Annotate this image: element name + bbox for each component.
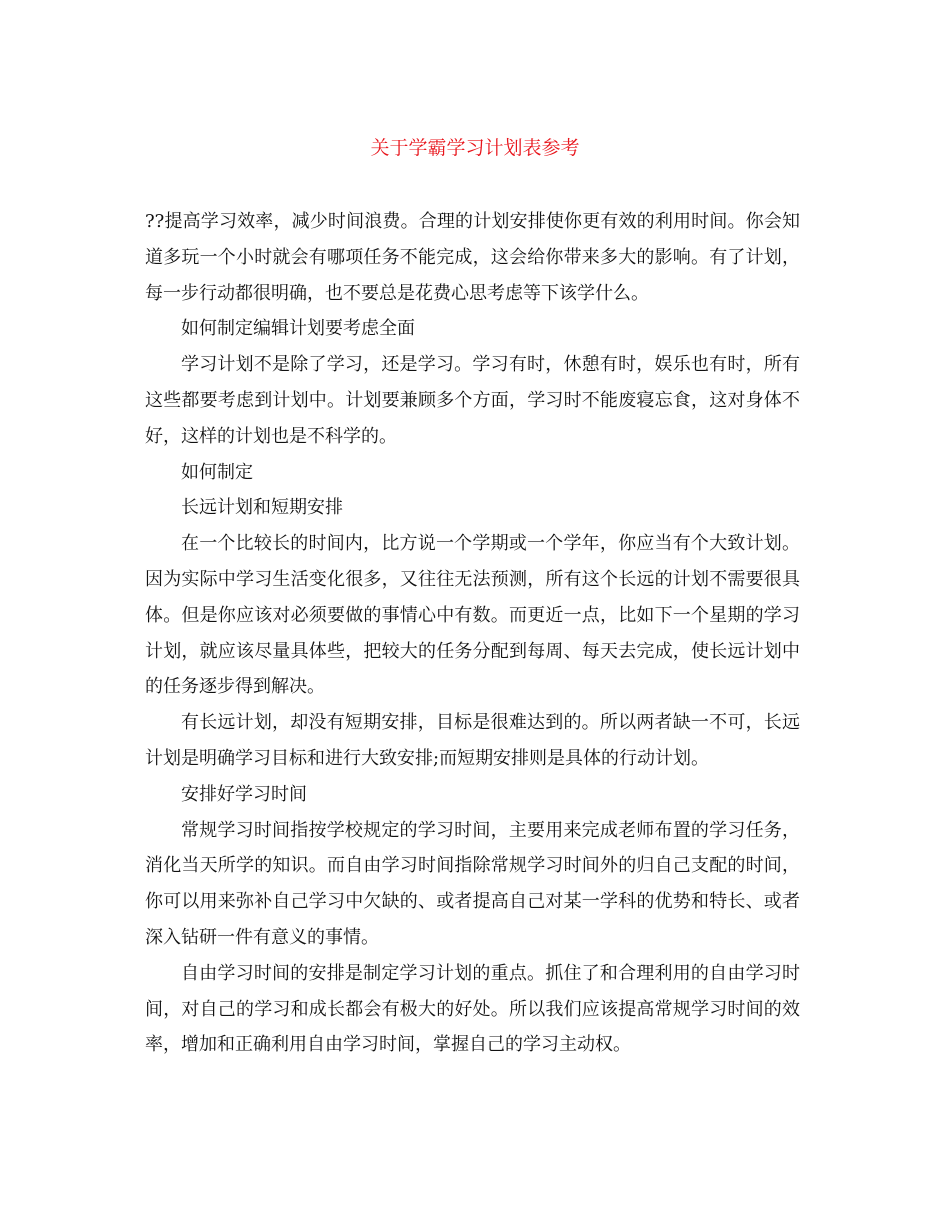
section-heading-long-short: 长远计划和短期安排 [181,497,343,519]
paragraph-short-term: 有长远计划，却没有短期安排，目标是很难达到的。所以两者缺一不可，长远计划是明确学习目标和进行大致安排;而短期安排则是具体的行动计划。 [145,712,800,769]
section-heading-study-time: 安排好学习时间 [181,783,307,805]
section-heading-how-to: 如何制定 [181,461,253,483]
paragraph-comprehensive: 学习计划不是除了学习，还是学习。学习有时，休憩有时，娱乐也有时，所有这些都要考虑到计划中。计划要兼顾多个方面，学习时不能废寝忘食，这对身体不好，这样的计划也是不科学的。 [145,354,800,447]
section-heading-comprehensive: 如何制定编辑计划要考虑全面 [181,318,415,340]
document-title: 关于学霸学习计划表参考 [370,137,580,159]
paragraph-free-time: 自由学习时间的安排是制定学习计划的重点。抓住了和合理利用的自由学习时间，对自己的学习和成长都会有极大的好处。所以我们应该提高常规学习时间的效率，增加和正确利用自由学习时间，掌握自己的学习主动权。 [145,962,800,1056]
paragraph-intro: ??提高学习效率，减少时间浪费。合理的计划安排使你更有效的利用时间。你会知道多玩一个小时就会有哪项任务不能完成，这会给你带来多大的影响。有了计划，每一步行动都很明确，也不要总是花费心思考虑等下该学什么。 [145,211,800,304]
document-body [145,204,800,1063]
paragraph-regular-time: 常规学习时间指按学校规定的学习时间，主要用来完成老师布置的学习任务，消化当天所学的知识。而自由学习时间指除常规学习时间外的归自己支配的时间，你可以用来弥补自己学习中欠缺的、或者提高自己对某一学科的优势和特长、或者深入钻研一件有意义的事情。 [145,819,800,948]
paragraph-long-term: 在一个比较长的时间内，比方说一个学期或一个学年，你应当有个大致计划。因为实际中学习生活变化很多，又往往无法预测，所有这个长远的计划不需要很具体。但是你应该对必须要做的事情心中有数。而更近一点，比如下一个星期的学习计划，就应该尽量具体些，把较大的任务分配到每周、每天去完成，使长远计划中的任务逐步得到解决。 [145,533,800,698]
